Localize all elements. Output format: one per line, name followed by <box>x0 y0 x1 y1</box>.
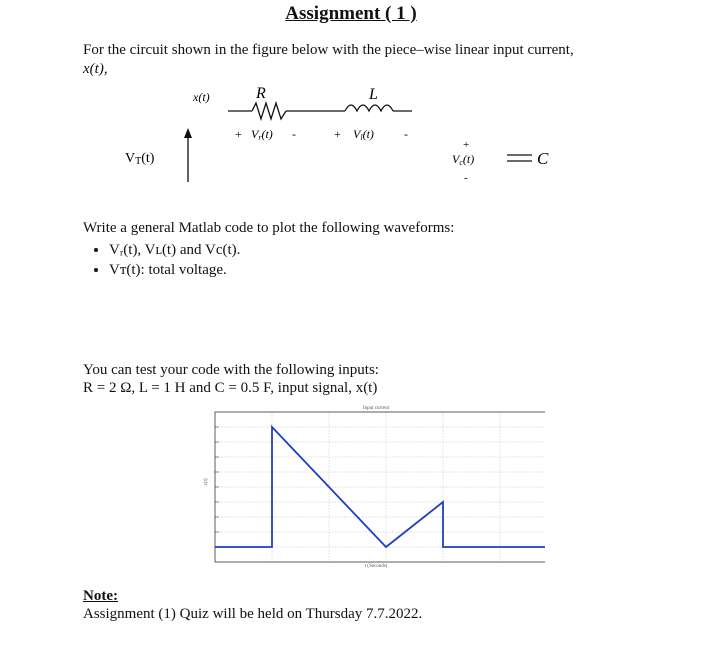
chart-title: Input current <box>363 406 389 411</box>
test-line-2: R = 2 Ω, L = 1 H and C = 0.5 F, input signal, x(t) <box>83 380 378 396</box>
inductor-symbol <box>345 105 393 111</box>
task-bullet-1: • Vᵣ(t), Vʟ(t) and Vc(t). <box>109 240 454 260</box>
task-bullet-2: • Vᴛ(t): total voltage. <box>109 260 454 280</box>
l-label: L <box>369 86 378 103</box>
input-signal-chart <box>195 400 545 575</box>
page-title: Assignment ( 1 ) <box>285 3 417 24</box>
chart-xlabel: t (Seconds) <box>364 564 388 569</box>
vr-minus: - <box>292 127 296 141</box>
note-heading: Note: <box>83 588 118 604</box>
vc-plus: + <box>463 139 470 151</box>
vl-plus: + <box>334 127 341 141</box>
c-label: C <box>537 149 549 168</box>
circuit-diagram <box>0 0 702 215</box>
chart-ylabel: x(t) <box>204 478 209 486</box>
arrow-head-icon <box>184 128 192 138</box>
r-label: R <box>256 85 266 102</box>
x-label: x(t) <box>193 90 210 104</box>
vt-label: VT(t) <box>125 151 155 167</box>
vl-minus: - <box>404 127 408 141</box>
intro-line-2: x(t), <box>83 61 108 77</box>
test-line-1: You can test your code with the following inputs: <box>83 362 379 378</box>
note-body: Assignment (1) Quiz will be held on Thursday 7.7.2022. <box>83 606 423 622</box>
vc-minus: - <box>464 172 468 184</box>
vl-label: Vl(t) <box>353 127 374 142</box>
task-list <box>83 240 454 280</box>
intro-line-1: For the circuit shown in the figure below with the piece–wise linear input current, <box>83 42 574 58</box>
vr-plus: + <box>235 127 242 141</box>
resistor-symbol <box>252 103 286 119</box>
task-heading: Write a general Matlab code to plot the following waveforms: <box>83 220 455 236</box>
task-section <box>83 218 454 280</box>
test-section <box>83 361 379 397</box>
vr-label: Vr(t) <box>251 127 273 142</box>
vc-label: Vc(t) <box>452 152 475 167</box>
